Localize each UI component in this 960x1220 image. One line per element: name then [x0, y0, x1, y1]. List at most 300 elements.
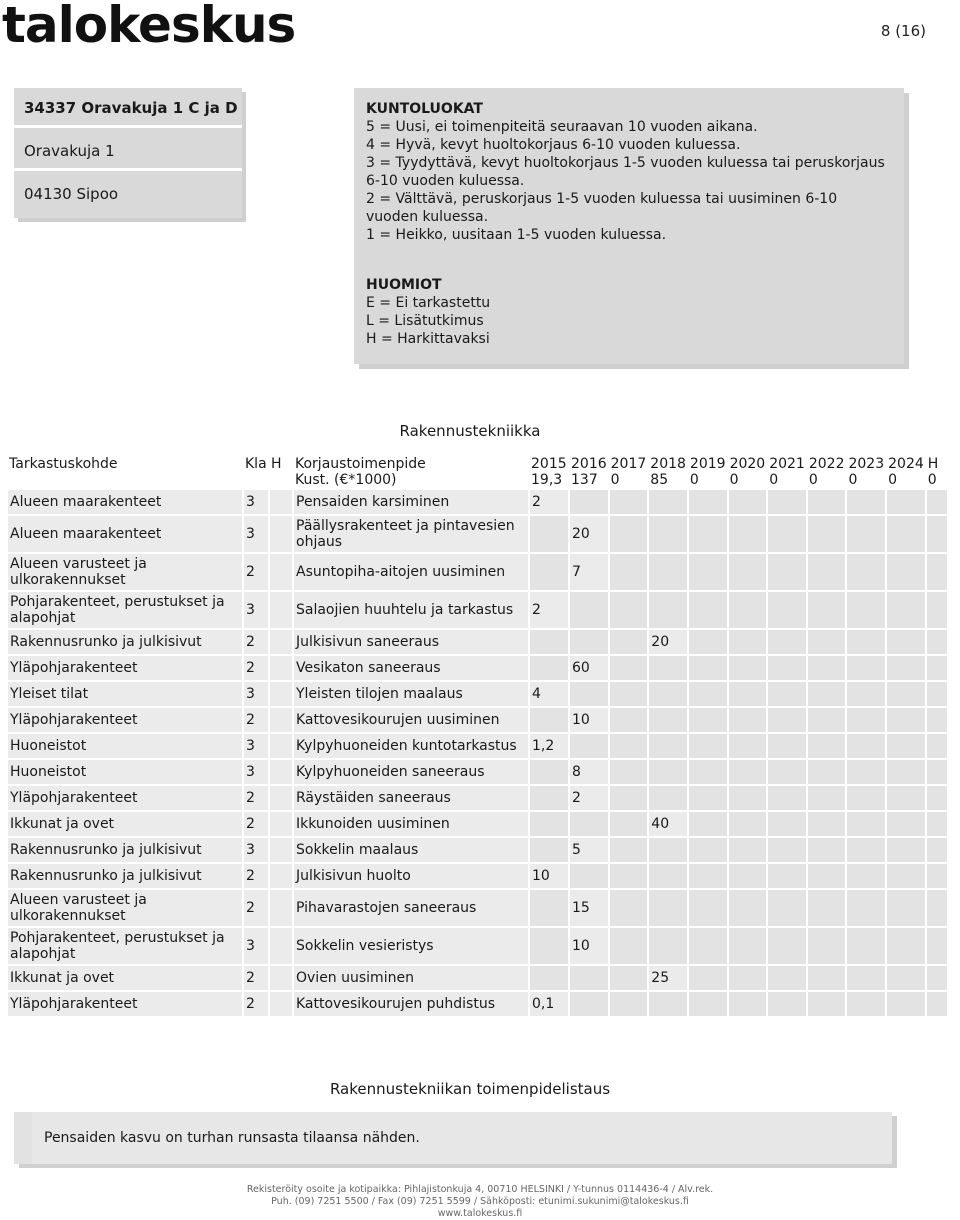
- cell-cost: [609, 889, 649, 927]
- cell-cost: [846, 733, 886, 759]
- action-list-box: [14, 1112, 892, 1164]
- cell-cost: [767, 991, 807, 1017]
- cell-h: [269, 707, 293, 733]
- cell-kla: 3: [243, 681, 269, 707]
- cell-cost: [648, 681, 688, 707]
- cell-cost: [609, 707, 649, 733]
- cell-cost: [688, 991, 728, 1017]
- cell-kohde: Alueen maarakenteet: [7, 489, 243, 515]
- cell-h: [269, 927, 293, 965]
- cell-cost: [926, 889, 948, 927]
- legend-line: 3 = Tyydyttävä, kevyt huoltokorjaus 1-5 vuoden kuluessa tai peruskorjaus 6-10 vuoden kuluessa.: [366, 155, 885, 189]
- cell-h: [269, 811, 293, 837]
- cell-cost: [926, 785, 948, 811]
- cell-cost: [688, 863, 728, 889]
- table-row: [7, 927, 948, 965]
- cell-cost: [846, 515, 886, 553]
- cell-toimenpide: Julkisivun huolto: [293, 863, 529, 889]
- page-number: 8 (16): [880, 22, 926, 40]
- cell-toimenpide: Räystäiden saneeraus: [293, 785, 529, 811]
- legend-line: 2 = Välttävä, peruskorjaus 1-5 vuoden kuluessa tai uusiminen 6-10 vuoden kuluessa.: [366, 191, 838, 225]
- cell-cost: [767, 591, 807, 629]
- table-totals-row: [7, 472, 948, 489]
- cell-cost: [688, 489, 728, 515]
- cell-cost: [609, 733, 649, 759]
- cell-h: [269, 889, 293, 927]
- table-header-row: [7, 456, 948, 472]
- cell-cost: [846, 629, 886, 655]
- cell-cost: [728, 863, 768, 889]
- cell-cost: [529, 927, 569, 965]
- cell-toimenpide: Sokkelin maalaus: [293, 837, 529, 863]
- cell-cost: [728, 553, 768, 591]
- col-header-toimenpide: Korjaustoimenpide: [295, 456, 426, 472]
- cell-kohde: Yläpohjarakenteet: [7, 991, 243, 1017]
- cell-kohde: Yläpohjarakenteet: [7, 785, 243, 811]
- year-total: 0: [610, 472, 620, 488]
- cell-cost: [807, 591, 847, 629]
- cell-cost: [609, 553, 649, 591]
- col-header-year: 2023: [848, 456, 885, 472]
- cell-cost: [609, 991, 649, 1017]
- cell-cost: [609, 863, 649, 889]
- cell-kohde: Huoneistot: [7, 759, 243, 785]
- cell-cost: [569, 811, 609, 837]
- cell-cost: [886, 489, 926, 515]
- cell-cost: [846, 681, 886, 707]
- footer-line: Puh. (09) 7251 5500 / Fax (09) 7251 5599 / Sähköposti: etunimi.sukunimi@talokeskus.fi: [271, 1196, 689, 1207]
- cell-cost: [846, 991, 886, 1017]
- year-total: 137: [571, 472, 598, 488]
- table-row: [7, 965, 948, 991]
- cell-cost: [529, 811, 569, 837]
- cell-kohde: Rakennusrunko ja julkisivut: [7, 837, 243, 863]
- year-total: 0: [689, 472, 699, 488]
- cell-cost: [926, 707, 948, 733]
- cell-cost: [569, 965, 609, 991]
- property-postal: 04130 Sipoo: [24, 185, 119, 203]
- table-row: [7, 515, 948, 553]
- cell-kla: 2: [243, 655, 269, 681]
- cell-cost: [886, 991, 926, 1017]
- cell-toimenpide: Kylpyhuoneiden saneeraus: [293, 759, 529, 785]
- cell-cost: [569, 733, 609, 759]
- table-row: [7, 991, 948, 1017]
- notes-heading: HUOMIOT: [366, 277, 442, 293]
- cell-kohde: Alueen varusteet ja ulkorakennukset: [7, 553, 243, 591]
- spacer: [7, 472, 243, 489]
- cell-toimenpide: Julkisivun saneeraus: [293, 629, 529, 655]
- table-row: [7, 707, 948, 733]
- cell-cost: [807, 629, 847, 655]
- cell-cost: [846, 889, 886, 927]
- cell-cost: [807, 733, 847, 759]
- cell-cost: [926, 515, 948, 553]
- cell-cost: [846, 927, 886, 965]
- talokeskus-logo: talokeskus: [2, 0, 296, 54]
- cell-cost: [807, 655, 847, 681]
- cell-cost: [807, 489, 847, 515]
- note-line: E = Ei tarkastettu: [366, 295, 491, 311]
- cell-cost: [569, 629, 609, 655]
- cell-cost: [728, 965, 768, 991]
- cell-kla: 3: [243, 837, 269, 863]
- cell-cost: [886, 785, 926, 811]
- cell-kohde: Ikkunat ja ovet: [7, 965, 243, 991]
- address-box: [14, 88, 242, 218]
- cell-kohde: Rakennusrunko ja julkisivut: [7, 629, 243, 655]
- cell-kohde: Yleiset tilat: [7, 681, 243, 707]
- section-title: Rakennustekniikka: [399, 422, 541, 440]
- cell-cost: [648, 785, 688, 811]
- cell-cost: [569, 591, 609, 629]
- cell-cost: [688, 837, 728, 863]
- cell-cost: [688, 707, 728, 733]
- col-header-year: 2019: [689, 456, 726, 472]
- cell-kla: 3: [243, 733, 269, 759]
- table-row: [7, 811, 948, 837]
- cell-cost: [807, 889, 847, 927]
- cell-cost: [688, 759, 728, 785]
- cell-h: [269, 991, 293, 1017]
- cell-toimenpide: Ikkunoiden uusiminen: [293, 811, 529, 837]
- action-item: Pensaiden kasvu on turhan runsasta tilaansa nähden.: [32, 1112, 892, 1164]
- cell-cost: [728, 733, 768, 759]
- cell-cost: [886, 759, 926, 785]
- cell-cost: [846, 785, 886, 811]
- cell-kla: 3: [243, 927, 269, 965]
- cell-cost: [846, 591, 886, 629]
- cell-toimenpide: Vesikaton saneeraus: [293, 655, 529, 681]
- cell-cost: [926, 489, 948, 515]
- col-header-year: 2022: [808, 456, 845, 472]
- cell-h: [269, 681, 293, 707]
- table-row: [7, 629, 948, 655]
- cell-cost: [846, 655, 886, 681]
- year-total: 0: [927, 472, 937, 488]
- cell-cost: [688, 733, 728, 759]
- col-header-year: 2016: [571, 456, 607, 472]
- property-street: Oravakuja 1: [14, 131, 242, 171]
- cell-h: [269, 733, 293, 759]
- cell-cost: [807, 681, 847, 707]
- cell-kla: 2: [243, 811, 269, 837]
- cell-cost: [886, 863, 926, 889]
- cell-cost: 2: [569, 785, 609, 811]
- cell-cost: [886, 927, 926, 965]
- cell-cost: [886, 629, 926, 655]
- cell-cost: [688, 785, 728, 811]
- cell-cost: [728, 811, 768, 837]
- col-header-h-end: H: [927, 456, 939, 472]
- cell-cost: 20: [569, 515, 609, 553]
- cell-kla: 2: [243, 991, 269, 1017]
- cell-cost: [886, 733, 926, 759]
- cell-cost: [529, 655, 569, 681]
- year-total: 0: [808, 472, 818, 488]
- col-header-h: H: [271, 456, 282, 472]
- cell-kohde: Yläpohjarakenteet: [7, 707, 243, 733]
- year-total: 85: [650, 472, 669, 488]
- cell-cost: [767, 811, 807, 837]
- cell-cost: [807, 991, 847, 1017]
- col-header-year: 2020: [729, 456, 766, 472]
- table-row: [7, 489, 948, 515]
- cell-cost: [886, 811, 926, 837]
- cell-h: [269, 863, 293, 889]
- cell-cost: [767, 655, 807, 681]
- cell-cost: [807, 515, 847, 553]
- cell-cost: [846, 707, 886, 733]
- cell-cost: [529, 785, 569, 811]
- cell-cost: [648, 655, 688, 681]
- cell-cost: [767, 515, 807, 553]
- year-total: 0: [729, 472, 739, 488]
- cell-cost: [767, 837, 807, 863]
- cell-cost: [688, 965, 728, 991]
- cell-cost: [767, 733, 807, 759]
- cell-cost: [926, 681, 948, 707]
- cell-cost: [688, 629, 728, 655]
- cell-cost: [926, 863, 948, 889]
- year-total: 0: [888, 472, 898, 488]
- cell-cost: 20: [648, 629, 688, 655]
- cell-cost: [728, 991, 768, 1017]
- col-header-year: 2015: [531, 456, 567, 472]
- cell-kohde: Alueen maarakenteet: [7, 515, 243, 553]
- cell-h: [269, 837, 293, 863]
- cell-cost: [688, 889, 728, 927]
- cell-cost: [529, 707, 569, 733]
- cell-cost: [767, 863, 807, 889]
- table-row: [7, 681, 948, 707]
- table-row: [7, 553, 948, 591]
- cell-cost: [886, 553, 926, 591]
- cell-cost: [886, 837, 926, 863]
- cell-cost: 7: [569, 553, 609, 591]
- cell-cost: [807, 553, 847, 591]
- cell-cost: [846, 811, 886, 837]
- cell-cost: [926, 837, 948, 863]
- footer-line: Rekisteröity osoite ja kotipaikka: Pihlajistonkuja 4, 00710 HELSINKI / Y-tunnus 0114436-4 / Alv.rek.: [246, 1184, 714, 1195]
- col-header-kohde: Tarkastuskohde: [9, 456, 118, 472]
- cell-cost: [688, 515, 728, 553]
- cell-cost: [648, 489, 688, 515]
- cell-h: [269, 553, 293, 591]
- legend-line: 5 = Uusi, ei toimenpiteitä seuraavan 10 vuoden aikana.: [366, 119, 758, 135]
- cell-kla: 3: [243, 489, 269, 515]
- col-header-kla: Kla: [245, 456, 267, 472]
- cell-cost: [648, 759, 688, 785]
- cell-cost: [886, 655, 926, 681]
- cell-kohde: Pohjarakenteet, perustukset ja alapohjat: [7, 591, 243, 629]
- cell-cost: [569, 489, 609, 515]
- table-row: [7, 837, 948, 863]
- cell-cost: [767, 965, 807, 991]
- table-row: [7, 889, 948, 927]
- table-row: [7, 863, 948, 889]
- cell-cost: [609, 515, 649, 553]
- cell-kohde: Yläpohjarakenteet: [7, 655, 243, 681]
- cell-cost: [886, 707, 926, 733]
- cell-h: [269, 785, 293, 811]
- actions-title: Rakennustekniikan toimenpidelistaus: [329, 1080, 611, 1098]
- cell-cost: [728, 591, 768, 629]
- cell-kla: 2: [243, 863, 269, 889]
- cell-cost: [767, 759, 807, 785]
- cell-cost: [609, 965, 649, 991]
- cell-h: [269, 515, 293, 553]
- cell-kla: 3: [243, 591, 269, 629]
- cell-kla: 2: [243, 785, 269, 811]
- cell-cost: [688, 591, 728, 629]
- cell-cost: [728, 655, 768, 681]
- legend-heading: KUNTOLUOKAT: [366, 101, 483, 117]
- cell-cost: [728, 837, 768, 863]
- cell-cost: [688, 927, 728, 965]
- cell-kla: 2: [243, 965, 269, 991]
- cell-cost: [886, 965, 926, 991]
- cell-toimenpide: Kattovesikourujen puhdistus: [293, 991, 529, 1017]
- cell-cost: [529, 965, 569, 991]
- cell-cost: [569, 863, 609, 889]
- condition-legend: [354, 88, 904, 364]
- cell-cost: 0,1: [529, 991, 569, 1017]
- cell-cost: [807, 707, 847, 733]
- cell-cost: [688, 811, 728, 837]
- cell-cost: [609, 837, 649, 863]
- cell-cost: [609, 489, 649, 515]
- cell-cost: [767, 489, 807, 515]
- cell-cost: 2: [529, 591, 569, 629]
- cell-cost: [767, 707, 807, 733]
- cell-h: [269, 655, 293, 681]
- cell-cost: [846, 489, 886, 515]
- cell-cost: 10: [569, 707, 609, 733]
- cell-cost: [728, 489, 768, 515]
- cell-cost: [609, 811, 649, 837]
- cell-cost: [529, 553, 569, 591]
- cell-kohde: Huoneistot: [7, 733, 243, 759]
- cell-cost: 10: [529, 863, 569, 889]
- cell-cost: [728, 707, 768, 733]
- cell-toimenpide: Pensaiden karsiminen: [293, 489, 529, 515]
- cell-cost: [926, 591, 948, 629]
- col-header-year: 2021: [769, 456, 805, 472]
- spacer: [243, 472, 269, 489]
- cell-cost: [728, 785, 768, 811]
- spacer: [269, 472, 293, 489]
- cell-cost: [767, 629, 807, 655]
- cell-cost: [728, 629, 768, 655]
- cell-cost: [728, 759, 768, 785]
- cell-cost: [688, 655, 728, 681]
- cell-kohde: Rakennusrunko ja julkisivut: [7, 863, 243, 889]
- cell-cost: [886, 591, 926, 629]
- cell-toimenpide: Asuntopiha-aitojen uusiminen: [293, 553, 529, 591]
- cell-cost: [807, 927, 847, 965]
- cell-cost: [609, 591, 649, 629]
- legend-line: 1 = Heikko, uusitaan 1-5 vuoden kuluessa.: [366, 227, 667, 243]
- footer-website: www.talokeskus.fi: [437, 1208, 523, 1219]
- property-title: 34337 Oravakuja 1 C ja D: [14, 88, 242, 128]
- cell-kohde: Ikkunat ja ovet: [7, 811, 243, 837]
- kust-label: Kust. (€*1000): [295, 472, 397, 488]
- cell-toimenpide: Salaojien huuhtelu ja tarkastus: [293, 591, 529, 629]
- cell-cost: [767, 553, 807, 591]
- cell-cost: [886, 889, 926, 927]
- cell-cost: 40: [648, 811, 688, 837]
- cell-cost: [846, 965, 886, 991]
- cell-cost: [648, 553, 688, 591]
- cell-cost: 1,2: [529, 733, 569, 759]
- cell-cost: [728, 515, 768, 553]
- cell-kla: 2: [243, 889, 269, 927]
- cell-cost: 4: [529, 681, 569, 707]
- cell-cost: 15: [569, 889, 609, 927]
- cell-cost: 60: [569, 655, 609, 681]
- cell-cost: [926, 629, 948, 655]
- table-row: [7, 759, 948, 785]
- cell-kla: 3: [243, 759, 269, 785]
- cell-cost: [846, 837, 886, 863]
- cell-cost: [609, 927, 649, 965]
- cell-cost: [609, 681, 649, 707]
- cell-cost: [886, 515, 926, 553]
- cell-cost: [767, 681, 807, 707]
- cell-cost: 5: [569, 837, 609, 863]
- cell-toimenpide: Yleisten tilojen maalaus: [293, 681, 529, 707]
- cell-cost: [609, 655, 649, 681]
- cell-cost: [807, 811, 847, 837]
- cell-toimenpide: Kattovesikourujen uusiminen: [293, 707, 529, 733]
- cell-cost: [926, 759, 948, 785]
- cell-cost: [688, 553, 728, 591]
- col-header-year: 2018: [650, 456, 686, 472]
- cell-cost: [926, 991, 948, 1017]
- cell-cost: [846, 553, 886, 591]
- cell-cost: [648, 515, 688, 553]
- cell-cost: [767, 889, 807, 927]
- cell-cost: [807, 863, 847, 889]
- cell-toimenpide: Päällysrakenteet ja pintavesien ohjaus: [293, 515, 529, 553]
- cell-cost: 25: [648, 965, 688, 991]
- cell-cost: [529, 759, 569, 785]
- cell-cost: [609, 629, 649, 655]
- cell-cost: [648, 591, 688, 629]
- table-row: [7, 785, 948, 811]
- cell-cost: [807, 837, 847, 863]
- cell-cost: [886, 681, 926, 707]
- cell-cost: [648, 707, 688, 733]
- legend-line: 4 = Hyvä, kevyt huoltokorjaus 6-10 vuoden kuluessa.: [366, 137, 741, 153]
- cell-cost: [926, 965, 948, 991]
- cell-cost: [648, 837, 688, 863]
- table-row: [7, 591, 948, 629]
- cell-kla: 2: [243, 707, 269, 733]
- cell-cost: [529, 515, 569, 553]
- cell-kla: 2: [243, 553, 269, 591]
- cell-kla: 3: [243, 515, 269, 553]
- cell-cost: [846, 759, 886, 785]
- cell-cost: [728, 889, 768, 927]
- table-row: [7, 733, 948, 759]
- cell-cost: [609, 759, 649, 785]
- cell-h: [269, 965, 293, 991]
- cell-cost: [609, 785, 649, 811]
- cell-toimenpide: Ovien uusiminen: [293, 965, 529, 991]
- cell-toimenpide: Sokkelin vesieristys: [293, 927, 529, 965]
